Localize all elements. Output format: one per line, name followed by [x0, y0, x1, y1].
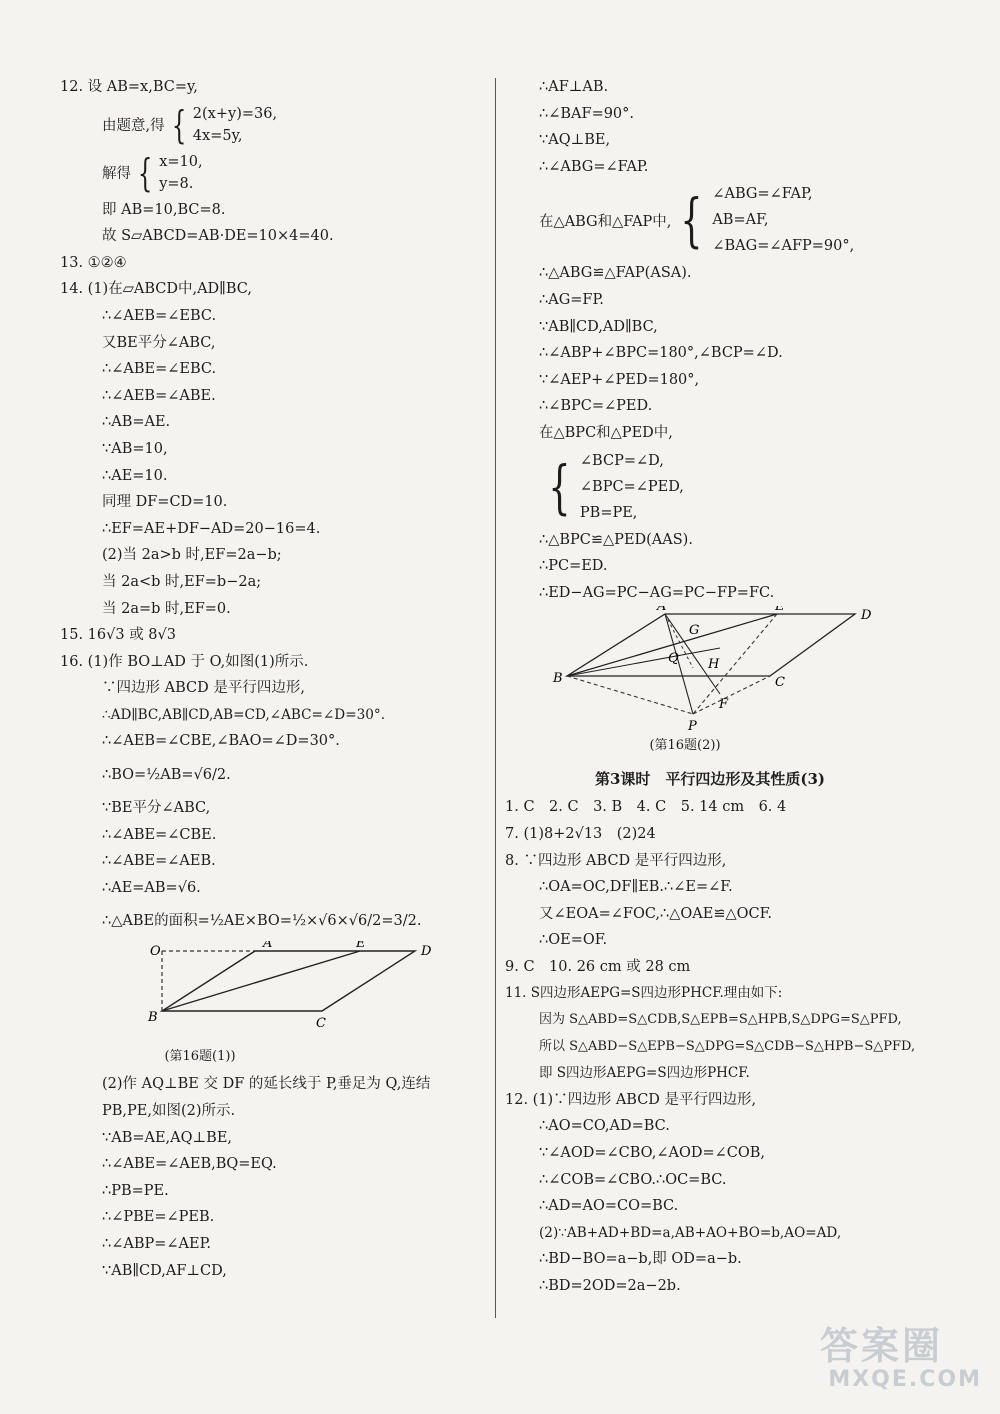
equation: AB=AF,	[712, 212, 769, 229]
text-line: ∴∠BPC=∠PED.	[539, 398, 653, 415]
text-line: 13. ①②④	[60, 254, 127, 271]
text-line: ∴∠ABG=∠FAP.	[539, 158, 649, 175]
equation: y=8.	[159, 175, 194, 192]
brace: {	[548, 452, 571, 521]
text-line: PB,PE,如图(2)所示.	[102, 1103, 236, 1120]
label-B: B	[553, 671, 563, 687]
text-line: 12. (1)∵四边形 ABCD 是平行四边形,	[505, 1091, 757, 1108]
equation-system	[60, 149, 490, 197]
text-line: ∵AB=AE,AQ⊥BE,	[102, 1129, 233, 1146]
text-line: ∴∠AEB=∠CBE,∠BAO=∠D=30°.	[102, 733, 340, 750]
section-heading: 第3课时 平行四边形及其性质(3)	[594, 770, 826, 789]
equation: 4x=5y,	[192, 127, 243, 144]
label-D: D	[861, 608, 872, 624]
equation: x=10,	[159, 153, 203, 170]
text-line: 14. (1)在▱ABCD中,AD∥BC,	[60, 281, 252, 298]
text-line: ∴∠ABE=∠AEB,BQ=EQ.	[102, 1156, 277, 1173]
brace: {	[137, 150, 153, 195]
text-line: ∵∠AOD=∠CBO,∠AOD=∠COB,	[539, 1145, 766, 1162]
text-line: ∴AD∥BC,AB∥CD,AB=CD,∠ABC=∠D=30°.	[102, 706, 386, 723]
label-D: D	[421, 944, 432, 960]
text-line: 又∠EOA=∠FOC,∴△OAE≌△OCF.	[539, 905, 773, 922]
equation: ∠BCP=∠D,	[579, 452, 664, 469]
label-A: A	[263, 941, 273, 952]
parallelogram-ABCD	[162, 951, 415, 1011]
text-line: ∴∠AEB=∠ABE.	[102, 387, 216, 404]
label-B: B	[148, 1010, 158, 1026]
left-column	[60, 74, 490, 1284]
text-line: ∵AB∥CD,AD∥BC,	[539, 318, 658, 335]
text-line: ∴AF⊥AB.	[539, 79, 609, 95]
dashed-PE	[693, 614, 777, 714]
text-line: ∴AD=AO=CO=BC.	[539, 1198, 679, 1215]
text-line: ∴∠PBE=∠PEB.	[102, 1209, 215, 1226]
text-line: ∵AB∥CD,AF⊥CD,	[102, 1262, 227, 1279]
text-line: ∴AE=10.	[102, 467, 168, 484]
label-E: E	[775, 606, 785, 615]
text-line: 在△BPC和△PED中,	[539, 424, 673, 441]
label-O: O	[150, 944, 161, 960]
text-line: ∴∠ABE=∠AEB.	[102, 853, 216, 870]
label-G: G	[689, 623, 700, 639]
watermark-url: MXQE.COM	[828, 1367, 982, 1392]
label-C: C	[316, 1016, 326, 1032]
text-line: ∴EF=AE+DF−AD=20−16=4.	[102, 520, 321, 537]
text-line: 在△ABG和△FAP中,	[539, 213, 672, 230]
brace: {	[680, 186, 703, 255]
dashed-PC	[693, 676, 770, 714]
text-line: 即 AB=10,BC=8.	[102, 201, 226, 218]
text-line: ∴∠ABP=∠AEP.	[102, 1236, 212, 1252]
text-line: 解得	[102, 166, 131, 183]
text-line: ∴△BPC≌△PED(AAS).	[539, 531, 693, 548]
label-P: P	[688, 719, 697, 735]
text-line: ∴BO=½AB=√6/2.	[102, 767, 231, 784]
figure-16-2	[505, 606, 985, 764]
text-line: 9. C 10. 26 cm 或 28 cm	[505, 958, 691, 975]
figure-caption: (第16题(2))	[649, 738, 721, 754]
text-line: ∴OE=OF.	[539, 932, 608, 949]
text-line: (2)当 2a>b 时,EF=2a−b;	[102, 547, 282, 564]
text-line: ∴∠COB=∠CBO.∴OC=BC.	[539, 1171, 727, 1188]
text-line: 又BE平分∠ABC,	[102, 334, 216, 351]
text-line: ∴PB=PE.	[102, 1182, 169, 1199]
equation: ∠BAG=∠AFP=90°,	[712, 238, 855, 255]
text-line: ∴BD−BO=a−b,即 OD=a−b.	[539, 1251, 742, 1268]
segment-BE	[162, 951, 360, 1011]
text-line: 16. (1)作 BO⊥AD 于 O,如图(1)所示.	[60, 653, 309, 670]
text-line: ∵AQ⊥BE,	[539, 132, 611, 149]
figure-16-2-diagram	[505, 606, 985, 744]
text-line: ∴OA=OC,DF∥EB.∴∠E=∠F.	[539, 879, 733, 896]
label-E: E	[356, 941, 366, 952]
text-line: 由题意,得	[102, 118, 165, 135]
label-A: A	[657, 606, 667, 615]
text-line: (2)作 AQ⊥BE 交 DF 的延长线于 P,垂足为 Q,连结	[102, 1076, 431, 1093]
text-line: 同理 DF=CD=10.	[102, 494, 228, 511]
brace: {	[171, 102, 186, 147]
equation: ∠BPC=∠PED,	[579, 478, 684, 495]
watermark-text: 答案圈	[820, 1324, 944, 1368]
figure-16-1	[60, 941, 490, 1071]
figure-caption: (第16题(1))	[164, 1049, 236, 1065]
text-line: ∵AB=10,	[102, 440, 168, 457]
equation-system	[505, 447, 985, 527]
text-line: 当 2a=b 时,EF=0.	[102, 600, 231, 617]
text-line: 11. S四边形AEPG=S四边形PHCF.理由如下:	[505, 985, 783, 1002]
text-line: 当 2a<b 时,EF=b−2a;	[102, 573, 262, 590]
text-line: ∴PC=ED.	[539, 558, 608, 575]
text-line: ∴BD=2OD=2a−2b.	[539, 1278, 681, 1294]
right-column	[505, 74, 985, 1300]
label-F: F	[719, 697, 729, 713]
text-line: 12. 设 AB=x,BC=y,	[60, 79, 198, 95]
dashed-PB	[567, 676, 693, 714]
text-line: ∴△ABG≌△FAP(ASA).	[539, 265, 692, 282]
equation-system	[60, 101, 490, 149]
equation-system	[505, 180, 985, 260]
text-line: ∴ED−AG=PC−AG=PC−FP=FC.	[539, 584, 775, 601]
text-line: 15. 16√3 或 8√3	[60, 627, 176, 644]
text-line: ∵四边形 ABCD 是平行四边形,	[102, 680, 305, 697]
text-line: ∴∠ABE=∠CBE.	[102, 826, 217, 843]
text-line: ∵BE平分∠ABC,	[102, 800, 211, 817]
text-line: 因为 S△ABD=S△CDB,S△EPB=S△HPB,S△DPG=S△PFD,	[539, 1012, 902, 1028]
text-line: ∴∠BAF=90°.	[539, 105, 635, 122]
equation: ∠ABG=∠FAP,	[712, 186, 813, 203]
text-line: (2)∵AB+AD+BD=a,AB+AO+BO=b,AO=AD,	[539, 1224, 842, 1241]
label-Q: Q	[668, 651, 679, 667]
column-divider	[495, 78, 496, 1318]
text-line: 7. (1)8+2√13 (2)24	[505, 825, 656, 842]
label-H: H	[708, 657, 720, 673]
text-line: ∵∠AEP+∠PED=180°,	[539, 371, 700, 388]
text-line: 8. ∵四边形 ABCD 是平行四边形,	[505, 852, 727, 869]
equation: 2(x+y)=36,	[192, 105, 278, 122]
text-line: ∴△ABE的面积=½AE×BO=½×√6×√6/2=3/2.	[102, 913, 422, 930]
text-line: ∴AB=AE.	[102, 414, 171, 431]
text-line: ∴AE=AB=√6.	[102, 879, 201, 896]
text-line: ∴AO=CO,AD=BC.	[539, 1118, 670, 1135]
text-line: ∴∠AEB=∠EBC.	[102, 307, 217, 324]
text-line: 故 S▱ABCD=AB·DE=10×4=40.	[102, 228, 334, 245]
label-C: C	[775, 675, 785, 691]
text-line: ∴AG=FP.	[539, 291, 604, 308]
text-line: ∴∠ABP+∠BPC=180°,∠BCP=∠D.	[539, 345, 783, 362]
text-line: 1. C 2. C 3. B 4. C 5. 14 cm 6. 4	[505, 799, 787, 816]
equation: PB=PE,	[579, 504, 638, 521]
figure-16-1-diagram	[60, 941, 490, 1049]
text-line: 所以 S△ABD−S△EPB−S△DPG=S△CDB−S△HPB−S△PFD,	[539, 1038, 916, 1054]
text-line: ∴∠ABE=∠EBC.	[102, 361, 217, 378]
text-line: 即 S四边形AEPG=S四边形PHCF.	[539, 1065, 750, 1082]
watermark-logo	[820, 1325, 990, 1405]
